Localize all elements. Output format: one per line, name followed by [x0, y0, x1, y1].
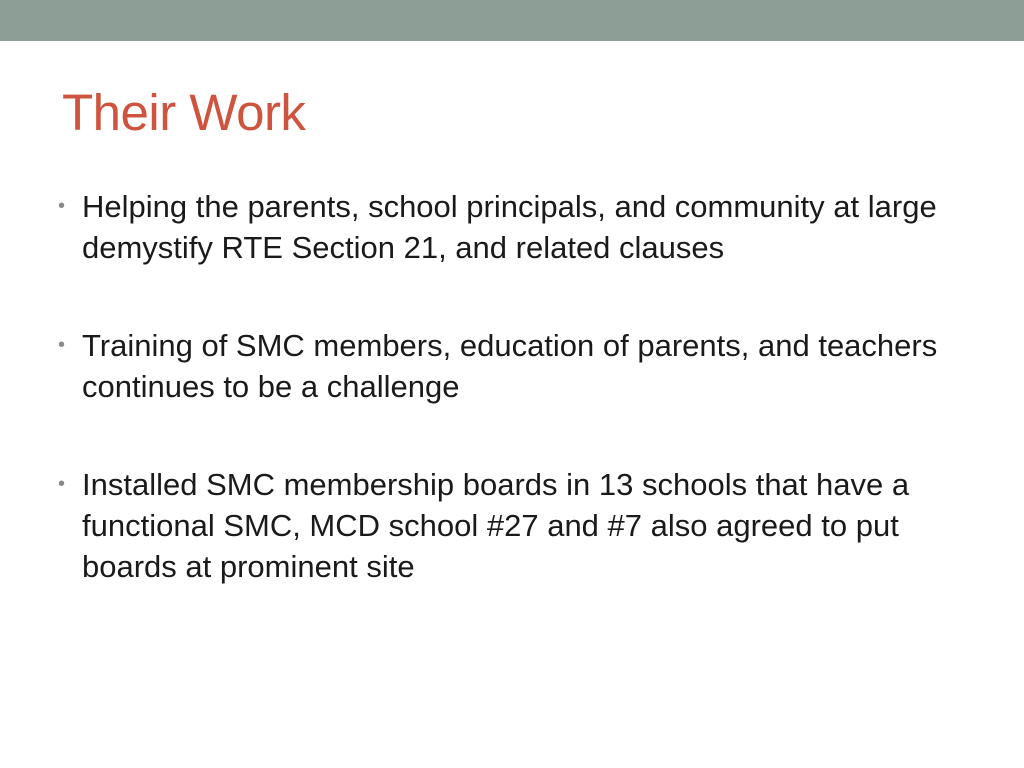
bullet-item — [56, 186, 956, 268]
bullet-dot-icon: • — [58, 334, 66, 356]
bullet-dot-icon: • — [58, 195, 66, 217]
bullet-text: Helping the parents, school principals, and community at large demystify RTE Section 21, and related clauses — [82, 189, 937, 265]
bullet-item — [56, 464, 956, 587]
bullet-list — [56, 186, 956, 644]
bullet-text: Installed SMC membership boards in 13 schools that have a functional SMC, MCD school #27 and #7 also agreed to put boards at prominent site — [82, 467, 910, 584]
bullet-item — [56, 325, 956, 407]
bullet-text: Training of SMC members, education of parents, and teachers continues to be a challenge — [82, 328, 938, 404]
bullet-dot-icon: • — [58, 473, 66, 495]
slide-title: Their Work — [62, 84, 306, 141]
top-accent-bar — [0, 0, 1024, 41]
